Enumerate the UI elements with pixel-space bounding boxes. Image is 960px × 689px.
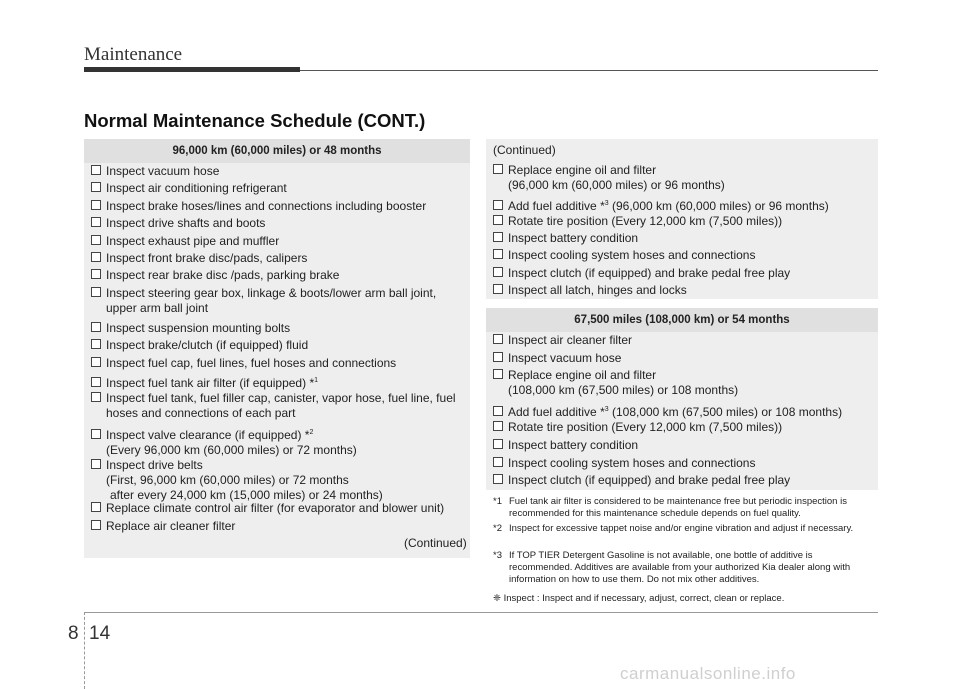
chapter-number: 8 — [68, 623, 79, 644]
footnote-ref: 3 — [604, 406, 609, 413]
header-rule-thin — [300, 70, 878, 71]
checklist-item — [493, 266, 878, 281]
item-text-after: (96,000 km (60,000 miles) or 96 months) — [608, 199, 829, 213]
item-continuation: (96,000 km (60,000 miles) or 96 months) — [508, 178, 725, 192]
footnote-text: If TOP TIER Detergent Gasoline is not available, one bottle of additive is recommended. Additives are available from your authorized Kia dealer along with information on how to use them. Do not mix other additives. — [509, 550, 851, 585]
checklist-item — [91, 268, 466, 283]
item-text: Inspect all latch, hinges and locks — [508, 283, 687, 297]
checkbox-icon — [493, 369, 503, 379]
checkbox-icon — [91, 182, 101, 192]
checklist-item — [91, 356, 466, 371]
left-continued: (Continued) — [404, 536, 467, 550]
checkbox-icon — [493, 249, 503, 259]
footnote-ref: 2 — [309, 429, 314, 436]
checklist-item — [91, 286, 466, 316]
checkbox-icon — [91, 502, 101, 512]
footer-rule — [84, 612, 878, 613]
item-text: Inspect cooling system hoses and connections — [508, 248, 756, 262]
checklist-item — [91, 199, 466, 214]
checkbox-icon — [91, 339, 101, 349]
item-text: Inspect suspension mounting bolts — [106, 321, 291, 335]
item-text-after: (108,000 km (67,500 miles) or 108 months) — [608, 405, 843, 419]
item-text: Replace air cleaner filter — [106, 519, 236, 533]
checklist-item — [493, 231, 878, 246]
item-text: Inspect fuel tank, fuel filler cap, canister, vapor hose, fuel line, fuel — [106, 391, 456, 405]
checklist-item — [91, 373, 466, 391]
section-title: Normal Maintenance Schedule (CONT.) — [84, 110, 426, 131]
item-continuation: hoses and connections of each part — [106, 406, 296, 420]
checklist-item — [493, 283, 878, 298]
item-text: Replace engine oil and filter — [508, 163, 657, 177]
footnote — [493, 496, 878, 520]
checkbox-icon — [91, 429, 101, 439]
checklist-item — [91, 338, 466, 353]
item-text: Add fuel additive * — [508, 405, 605, 419]
checkbox-icon — [493, 232, 503, 242]
checklist-item — [91, 181, 466, 196]
item-text: Inspect valve clearance (if equipped) * — [106, 428, 310, 442]
item-text: Inspect drive shafts and boots — [106, 216, 266, 230]
header-rule-bold — [84, 67, 300, 72]
footer-divider — [84, 612, 86, 689]
checkbox-icon — [493, 267, 503, 277]
checklist-item — [91, 519, 466, 534]
item-text: Inspect vacuum hose — [508, 351, 622, 365]
checkbox-icon — [493, 334, 503, 344]
item-text: Inspect rear brake disc /pads, parking brake — [106, 268, 340, 282]
item-continuation: (First, 96,000 km (60,000 miles) or 72 months — [106, 473, 349, 487]
item-text: Inspect fuel cap, fuel lines, fuel hoses and connections — [106, 356, 397, 370]
item-text: Replace engine oil and filter — [508, 368, 657, 382]
right-bottom-heading: 67,500 miles (108,000 km) or 54 months — [486, 308, 878, 332]
checklist-item — [91, 391, 466, 421]
checklist-item — [91, 425, 466, 458]
checklist-item — [493, 438, 878, 453]
checkbox-icon — [493, 421, 503, 431]
checkbox-icon — [91, 200, 101, 210]
checklist-item — [91, 458, 466, 503]
footnote — [493, 523, 878, 535]
checklist-item — [493, 333, 878, 348]
item-text: Inspect battery condition — [508, 231, 639, 245]
checklist-item — [91, 234, 466, 249]
checkbox-icon — [493, 200, 503, 210]
checklist-item — [91, 321, 466, 336]
footnote-text: Inspect for excessive tappet noise and/or engine vibration and adjust if necessary. — [509, 523, 854, 534]
item-text: Inspect battery condition — [508, 438, 639, 452]
checkbox-icon — [493, 439, 503, 449]
item-text: Inspect air cleaner filter — [508, 333, 633, 347]
checkbox-icon — [493, 284, 503, 294]
checkbox-icon — [91, 217, 101, 227]
checkbox-icon — [493, 164, 503, 174]
item-text: Rotate tire position (Every 12,000 km (7,500 miles)) — [508, 214, 783, 228]
checkbox-icon — [91, 235, 101, 245]
checkbox-icon — [91, 459, 101, 469]
left-panel-heading: 96,000 km (60,000 miles) or 48 months — [84, 139, 470, 163]
checklist-item — [493, 248, 878, 263]
checklist-item — [493, 473, 878, 488]
checklist-item — [91, 164, 466, 179]
checklist-item — [493, 368, 878, 398]
item-text: Inspect vacuum hose — [106, 164, 220, 178]
footnote-mark: *2 — [493, 523, 502, 534]
item-continuation: after every 24,000 km (15,000 miles) or 24 months) — [110, 488, 383, 502]
item-text: Inspect exhaust pipe and muffler — [106, 234, 280, 248]
item-text: Inspect steering gear box, linkage & boots/lower arm ball joint, — [106, 286, 437, 300]
item-text: Inspect drive belts — [106, 458, 203, 472]
legend-note: ❈ Inspect : Inspect and if necessary, adjust, correct, clean or replace. — [493, 593, 785, 604]
header-title: Maintenance — [84, 44, 183, 65]
checkbox-icon — [91, 377, 101, 387]
checkbox-icon — [91, 287, 101, 297]
checkbox-icon — [91, 165, 101, 175]
checkbox-icon — [493, 474, 503, 484]
item-continuation: (108,000 km (67,500 miles) or 108 months) — [508, 383, 739, 397]
checkbox-icon — [91, 357, 101, 367]
item-text: Add fuel additive * — [508, 199, 605, 213]
footnote-ref: 3 — [604, 200, 609, 207]
item-text: Inspect fuel tank air filter (if equipped) * — [106, 376, 315, 390]
checkbox-icon — [91, 322, 101, 332]
item-text: Inspect air conditioning refrigerant — [106, 181, 287, 195]
checkbox-icon — [91, 392, 101, 402]
checkbox-icon — [91, 269, 101, 279]
checkbox-icon — [493, 352, 503, 362]
checklist-item — [493, 456, 878, 471]
item-text: Rotate tire position (Every 12,000 km (7,500 miles)) — [508, 420, 783, 434]
checklist-item — [493, 420, 878, 435]
item-text: Replace climate control air filter (for evaporator and blower unit) — [106, 501, 445, 515]
item-text: Inspect clutch (if equipped) and brake pedal free play — [508, 266, 791, 280]
item-text: Inspect cooling system hoses and connections — [508, 456, 756, 470]
item-continuation: upper arm ball joint — [106, 301, 209, 315]
checklist-item — [493, 163, 878, 193]
item-continuation: (Every 96,000 km (60,000 miles) or 72 months) — [106, 443, 357, 457]
checklist-item — [493, 196, 878, 214]
checkbox-icon — [91, 252, 101, 262]
checklist-item — [91, 251, 466, 266]
footnote-text: Fuel tank air filter is considered to be maintenance free but periodic inspection is recommended for this maintenance schedule depends on fuel quality. — [509, 496, 847, 519]
page-number: 14 — [89, 623, 111, 644]
checkbox-icon — [493, 406, 503, 416]
item-text: Inspect brake/clutch (if equipped) fluid — [106, 338, 309, 352]
checklist-item — [91, 216, 466, 231]
checkbox-icon — [91, 520, 101, 530]
checklist-item — [91, 501, 466, 516]
item-text: Inspect brake hoses/lines and connections including booster — [106, 199, 427, 213]
checklist-item — [493, 402, 878, 420]
checkbox-icon — [493, 215, 503, 225]
checkbox-icon — [493, 457, 503, 467]
footnote-mark: *3 — [493, 550, 502, 561]
item-text: Inspect clutch (if equipped) and brake pedal free play — [508, 473, 791, 487]
checklist-item — [493, 351, 878, 366]
checklist-item — [493, 214, 878, 229]
item-text: Inspect front brake disc/pads, calipers — [106, 251, 308, 265]
watermark: carmanualsonline.info — [620, 664, 796, 683]
footnote — [493, 550, 878, 586]
footnote-ref: 1 — [314, 377, 319, 384]
footnote-mark: *1 — [493, 496, 502, 507]
right-continued: (Continued) — [493, 143, 556, 157]
